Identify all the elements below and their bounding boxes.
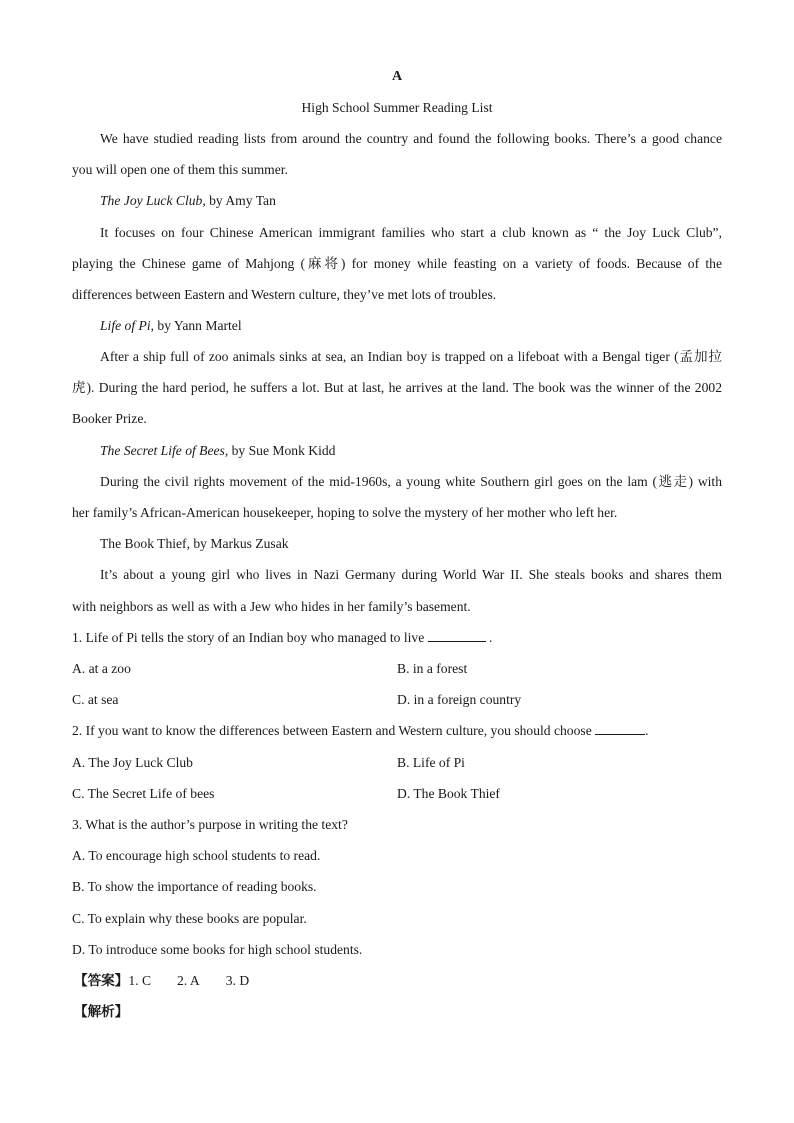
- answer-key: [74, 972, 724, 990]
- option-d: D. To introduce some books for high school students.: [72, 942, 363, 957]
- answer-item: 2. A: [177, 973, 200, 988]
- book-heading: [100, 317, 722, 335]
- book-title: The Book Thief, by Markus Zusak: [100, 536, 289, 551]
- book-heading: [100, 442, 722, 460]
- option-b: B. Life of Pi: [397, 755, 465, 770]
- option-c: C. at sea: [72, 692, 119, 707]
- book-text-line: After a ship full of zoo animals sinks at sea, an Indian boy is trapped on a lifeboat with a Bengal tiger (孟加拉: [100, 349, 722, 364]
- answer-blank: [595, 722, 645, 735]
- book-text-line: During the civil rights movement of the mid-1960s, a young white Southern girl goes on the lam (逃走) with: [100, 474, 722, 489]
- answer-blank: [428, 629, 486, 642]
- option-a: A. at a zoo: [72, 661, 131, 676]
- option-d: D. The Book Thief: [397, 786, 500, 801]
- book-text-line: differences between Eastern and Western culture, they’ve met lots of troubles.: [72, 287, 497, 302]
- book-byline: , by Sue Monk Kidd: [224, 443, 336, 458]
- book-text-line: It focuses on four Chinese American immigrant families who start a club known as “ the Joy Luck Club”,: [100, 225, 722, 240]
- question-stem: 3. What is the author’s purpose in writing the text?: [72, 817, 348, 832]
- intro-line-1: We have studied reading lists from around the country and found the following books. There’s a good chance: [100, 131, 722, 146]
- answer-item: 1. C: [128, 973, 152, 988]
- book-text-line: It’s about a young girl who lives in Nazi Germany during World War II. She steals books and shares them: [100, 567, 722, 582]
- book-text-line: 虎). During the hard period, he suffers a lot. But at last, he arrives at the land. The book was the winner of the 2002: [72, 380, 722, 395]
- answer-label: 【答案】: [74, 973, 129, 988]
- option-d: D. in a foreign country: [397, 692, 522, 707]
- option-a: A. The Joy Luck Club: [72, 755, 193, 770]
- section-letter: A: [391, 69, 403, 84]
- intro-line-2: you will open one of them this summer.: [72, 162, 288, 177]
- book-title: The Secret Life of Bees: [100, 443, 225, 458]
- book-title: The Joy Luck Club: [100, 193, 203, 208]
- book-text-line: Booker Prize.: [72, 411, 147, 426]
- book-text-line: with neighbors as well as with a Jew who hides in her family’s basement.: [72, 599, 471, 614]
- page-title: High School Summer Reading List: [301, 100, 493, 115]
- option-b: B. in a forest: [397, 661, 468, 676]
- question-stem: 1. Life of Pi tells the story of an Indian boy who managed to live .: [72, 630, 493, 645]
- question-stem: 2. If you want to know the differences between Eastern and Western culture, you should choose .: [72, 723, 649, 738]
- book-byline: , by Amy Tan: [202, 193, 276, 208]
- answer-item: 3. D: [225, 973, 250, 988]
- book-text-line: her family’s African-American housekeeper, hoping to solve the mystery of her mother who left her.: [72, 505, 618, 520]
- option-c: C. To explain why these books are popular.: [72, 911, 307, 926]
- book-heading: [100, 535, 722, 553]
- book-heading: [100, 192, 722, 210]
- option-c: C. The Secret Life of bees: [72, 786, 215, 801]
- option-a: A. To encourage high school students to read.: [72, 848, 321, 863]
- analysis-label: 【解析】: [74, 1004, 129, 1019]
- book-byline: , by Yann Martel: [150, 318, 242, 333]
- option-b: B. To show the importance of reading books.: [72, 879, 317, 894]
- book-title: Life of Pi: [100, 318, 151, 333]
- book-text-line: playing the Chinese game of Mahjong (麻将) for money while feasting on a variety of foods. Because of the: [72, 256, 722, 271]
